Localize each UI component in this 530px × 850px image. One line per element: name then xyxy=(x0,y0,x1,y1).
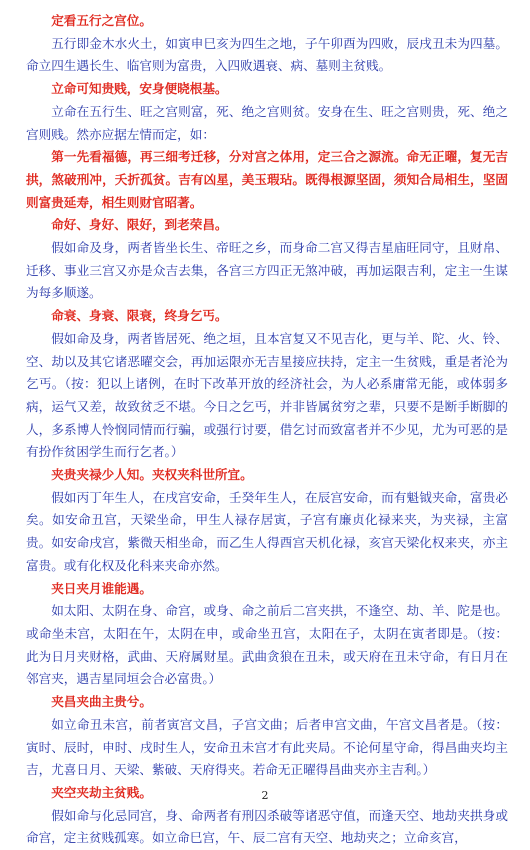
heading-wuxing-gongwei: 定看五行之宫位。 xyxy=(51,13,152,28)
paragraph-liming-explanation: 立命在五行生、旺之宫则富，死、绝之宫则贫。安身在生、旺之宫则贵，死、绝之宫则贱。然亦应据左情而定，如： xyxy=(26,103,508,142)
paragraph-jiakong-explanation: 假如命与化忌同宫，身、命两者有刑囚杀破等诸恶守值，而逢天空、地劫夹拱身或命宫，定主贫贱孤寒。如立命巳宫，午、辰二宫有天空、地劫夹之；立命亥宫， xyxy=(26,807,508,846)
paragraph-mingshuai-explanation: 假如命及身，两者皆居死、绝之垣，且本宫复又不见吉化，更与羊、陀、火、铃、空、劫以及其它诸恶曜交会，再加运限亦无吉星接应扶持，定主一生贫贱，重是者沦为乞丐。（按：犯以上诸例，在时下改革开放的经济社会，为人必系庸常无能，或体弱多病，运气又差，故致贫乏不堪。今日之乞丐，并非皆属贫穷之辈，只要不是断手断脚的人，多系博人怜悯同情而行骗，或强行讨要，借乞讨而致富者并不少见，尤为可恶的是有扮作贫困学生而行乞者。） xyxy=(26,330,508,460)
heading-minghao-shenhao: 命好、身好、限好，到老荣昌。 xyxy=(51,217,228,233)
heading-jiagui-jialu: 夹贵夹禄少人知。夹权夹科世所宜。 xyxy=(51,467,253,483)
paragraph-jiari-explanation: 如太阳、太阴在身、命宫，或身、命之前后二宫夹拱，不逢空、劫、羊、陀是也。或命坐未宫，太阳在午，太阴在申，或命坐丑宫，太阳在子，太阴在寅者即是。（按：此为日月夹财格，武曲、天府属财星。武曲贪狼在丑未，或天府在丑未守命，有日月在邻宫夹，遇吉星同垣会合必富贵。） xyxy=(26,603,508,687)
heading-mingshuai-shenshuai: 命衰、身衰、限衰，终身乞丐。 xyxy=(51,308,228,324)
page-number: 2 xyxy=(261,789,269,802)
paragraph-jiachang-explanation: 如立命丑未宫，前者寅宫文昌，子宫文曲；后者申宫文曲，午宫文昌者是。（按：寅时、辰时，申时、戌时生人，安命丑未宫才有此夹局。不论何星守命，得昌曲夹均主吉，尤喜日月、天梁、紫破、天府得夹。若命无正曜得昌曲夹亦主吉利。） xyxy=(26,716,508,778)
paragraph-minghao-explanation: 假如命及身，两者皆坐长生、帝旺之乡，而身命二宫又得吉星庙旺同守，且财帛、迁移、事业三宫又亦是众吉去集，各宫三方四正无煞冲破，再加运限吉利，定主一生谋为每多顺遂。 xyxy=(26,240,508,301)
heading-jiachang-jiaqu: 夹昌夹曲主贵兮。 xyxy=(51,694,152,710)
paragraph-wuxing-explanation: 五行即金木水火土，如寅申巳亥为四生之地，子午卯酉为四败，辰戌丑未为四墓。命立四生遇长生、临官则为富贵，入四败遇衰、病、墓则主贫贱。 xyxy=(26,35,508,74)
heading-jiakong-jiajie: 夹空夹劫主贫贱。 xyxy=(51,784,152,800)
heading-jiari-jiayue: 夹日夹月谁能遇。 xyxy=(51,580,152,596)
paragraph-fude-qianyi-verse: 第一先看福德，再三细考迁移，分对宫之体用，定三合之源流。命无正曜，复无吉拱，煞破刑冲，夭折孤贫。吉有凶星，美玉瑕玷。既得根源坚固，须知合局相生，坚固则富贵延寿，相生则财官昭著。 xyxy=(26,149,508,210)
heading-liming-anshen: 立命可知贵贱，安身便晓根基。 xyxy=(51,81,228,97)
paragraph-jiagui-explanation: 假如丙丁年生人，在戌宫安命，壬癸年生人，在辰宫安命，而有魁钺夹命，富贵必矣。如安命丑宫，天梁坐命，甲生人禄存居寅，子宫有廉贞化禄来夹，为夹禄，主富贵。如安命戌宫，紫微天相坐命，而乙生人得酉宫天机化禄，亥宫天梁化权来夹，亦主富贵。或有化权及化科来夹命亦然。 xyxy=(26,489,508,573)
